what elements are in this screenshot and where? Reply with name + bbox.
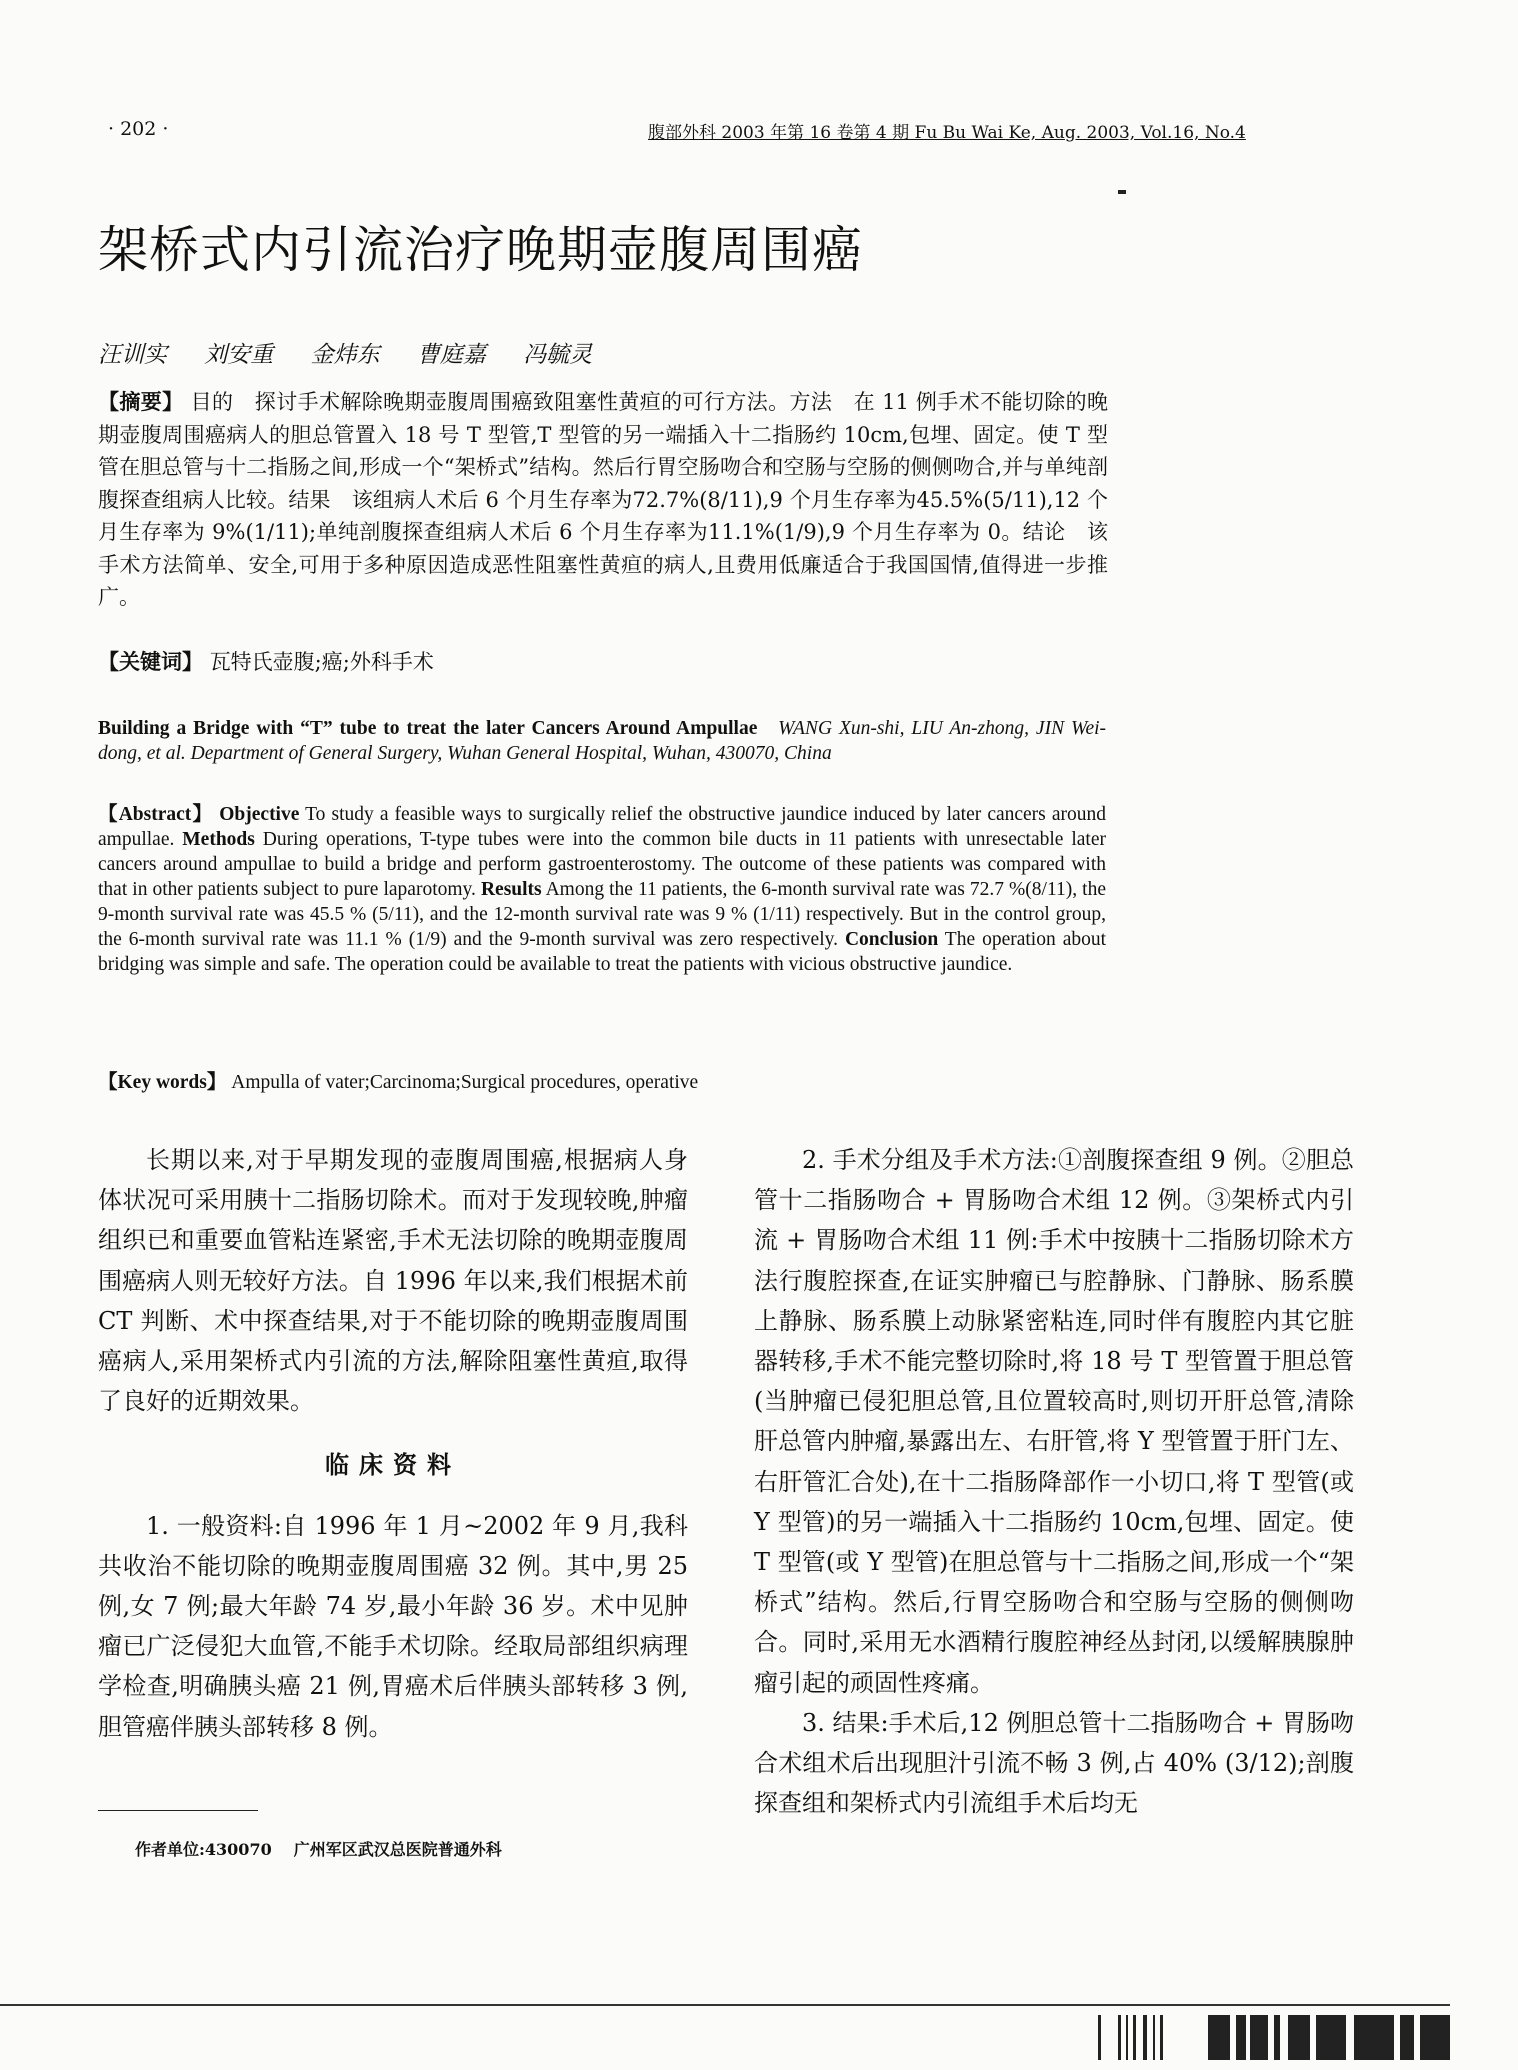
speck-mark xyxy=(1118,190,1126,194)
intro-paragraph: 长期以来,对于早期发现的壶腹周围癌,根据病人身体状况可采用胰十二指肠切除术。而对于发现较晚,肿瘤组织已和重要血管粘连紧密,手术无法切除的晚期壶腹周围癌病人则无较好方法。自 1996 年以来,我们根据术前 CT 判断、术中探查结果,对于不能切除的晚期壶腹周围癌病人,采用架桥式内引流的方法,解除阻塞性黄疸,取得了良好的近期效果。 xyxy=(98,1146,688,1416)
right-column xyxy=(754,1140,1354,1823)
footnote-divider xyxy=(98,1810,258,1811)
chinese-keywords xyxy=(98,646,1108,679)
abstract-label: 【摘要】 xyxy=(98,389,184,414)
section-heading: 临床资料 xyxy=(325,1450,461,1480)
en-keywords-text: Ampulla of vater;Carcinoma;Surgical procedures, operative xyxy=(231,1072,699,1093)
author-affiliation xyxy=(135,1837,502,1860)
english-authors: WANG Xun-shi, LIU An-zhong, JIN Wei-dong, et al. Department of General Surgery, Wuhan General Hospital, Wuhan, 430070, China xyxy=(98,718,1107,764)
results-text: Among the 11 patients, the 6-month survival rate was 72.7 %(8/11), the 9-month survival rate was 45.5 % (5/11), and the 12-month survival rate was 9 % (1/11) respectively. But in the control group, the 6-month survival rate was 11.1 % (1/9) and the 9-month survival was zero respectively. xyxy=(98,879,1106,950)
methods-text: During operations, T-type tubes were into the common bile ducts in 11 patients with unresectable later cancers around ampullae to build a bridge and perform gastroenterostomy. The outcome of these patients was compared with that in other patients subject to pure laparotomy. xyxy=(98,829,1106,900)
general-data-paragraph: 1. 一般资料:自 1996 年 1 月~2002 年 9 月,我科共收治不能切除的晚期壶腹周围癌 32 例。其中,男 25 例,女 7 例;最大年龄 74 岁,最小年龄 36 岁。术中见肿瘤已广泛侵犯大血管,不能手术切除。经取局部组织病理学检查,明确胰头癌 21 例,胃癌术后伴胰头部转移 3 例,胆管癌伴胰头部转移 8 例。 xyxy=(98,1511,688,1741)
english-abstract xyxy=(98,802,1106,977)
article-title: 架桥式内引流治疗晚期壶腹周围癌 xyxy=(98,221,863,279)
keywords-text: 瓦特氏壶腹;癌;外科手术 xyxy=(209,650,434,674)
page-number: · 202 · xyxy=(108,118,169,140)
chinese-abstract xyxy=(98,386,1108,614)
affiliation-institution: 广州军区武汉总医院普通外科 xyxy=(293,1840,502,1859)
abstract-text: 目的 探讨手术解除晚期壶腹周围癌致阻塞性黄疸的可行方法。方法 在 11 例手术不能切除的晚期壶腹周围癌病人的胆总管置入 18 号 T 型管,T 型管的另一端插入十二指肠约 10cm,包埋、固定。使 T 型管在胆总管与十二指肠之间,形成一个“架桥式”结构。然后行胃空肠吻合和空肠与空肠的侧侧吻合,并与单纯剖腹探查组病人比较。结果 该组病人术后 6 个月生存率为72.7%(8/11),9 个月生存率为45.5%(5/11),12 个月生存率为 9%(1/11);单纯剖腹探查组病人术后 6 个月生存率为11.1%(1/9),9 个月生存率为 0。结论 该手术方法简单、安全,可用于多种原因造成恶性阻塞性黄疸的病人,且费用低廉适合于我国国情,值得进一步推广。 xyxy=(98,390,1109,609)
conclusion-text: The operation about bridging was simple and safe. The operation could be available to treat the patients with vicious obstructive jaundice. xyxy=(98,929,1107,975)
english-title: Building a Bridge with “T” tube to treat the later Cancers Around Ampullae xyxy=(98,718,758,739)
results-label: Results xyxy=(480,879,542,900)
english-title-block xyxy=(98,716,1106,766)
keywords-label: 【关键词】 xyxy=(98,649,203,674)
left-column xyxy=(98,1140,688,1747)
methods-label: Methods xyxy=(182,829,255,850)
methods-paragraph: 2. 手术分组及手术方法:①剖腹探查组 9 例。②胆总管十二指肠吻合 + 胃肠吻合术组 12 例。③架桥式内引流 + 胃肠吻合术组 11 例:手术中按胰十二指肠切除术方法行腹腔探查,在证实肿瘤已与腔静脉、门静脉、肠系膜上静脉、肠系膜上动脉紧密粘连,同时伴有腹腔内其它脏器转移,手术不能完整切除时,将 18 号 T 型管置于胆总管(当肿瘤已侵犯胆总管,且位置较高时,则切开肝总管,清除肝总管内肿瘤,暴露出左、右肝管,将 Y 型管置于肝门左、右肝管汇合处),在十二指肠降部作一小切口,将 T 型管(或 Y 型管)的另一端插入十二指肠约 10cm,包埋、固定。使 T 型管(或 Y 型管)在胆总管与十二指肠之间,形成一个“架桥式”结构。然后,行胃空肠吻合和空肠与空肠的侧侧吻合。同时,采用无水酒精行腹腔神经丛封闭,以缓解胰腺肿瘤引起的顽固性疼痛。 xyxy=(754,1146,1354,1697)
objective-text: To study a feasible ways to surgically relief the obstructive jaundice induced by later cancers around ampullae. xyxy=(98,804,1106,850)
en-keywords-label: 【Key words】 xyxy=(98,1072,227,1093)
objective-label: Objective xyxy=(219,804,300,825)
authors: 汪训实 刘安重 金炜东 曹庭嘉 冯毓灵 xyxy=(98,342,593,368)
conclusion-label: Conclusion xyxy=(844,929,939,950)
affiliation-label: 作者单位:430070 xyxy=(135,1840,272,1859)
results-paragraph: 3. 结果:手术后,12 例胆总管十二指肠吻合 + 胃肠吻合术组术后出现胆汁引流不畅 3 例,占 40% (3/12);剖腹探查组和架桥式内引流组手术后均无 xyxy=(754,1708,1354,1818)
english-keywords xyxy=(98,1070,1106,1095)
journal-info: 腹部外科 2003 年第 16 卷第 4 期 Fu Bu Wai Ke, Aug. 2003, Vol.16, No.4 xyxy=(648,123,1246,143)
barcode-strip xyxy=(1098,2010,1460,2060)
en-abstract-label: 【Abstract】 xyxy=(98,804,214,825)
bottom-rule xyxy=(0,2004,1450,2006)
